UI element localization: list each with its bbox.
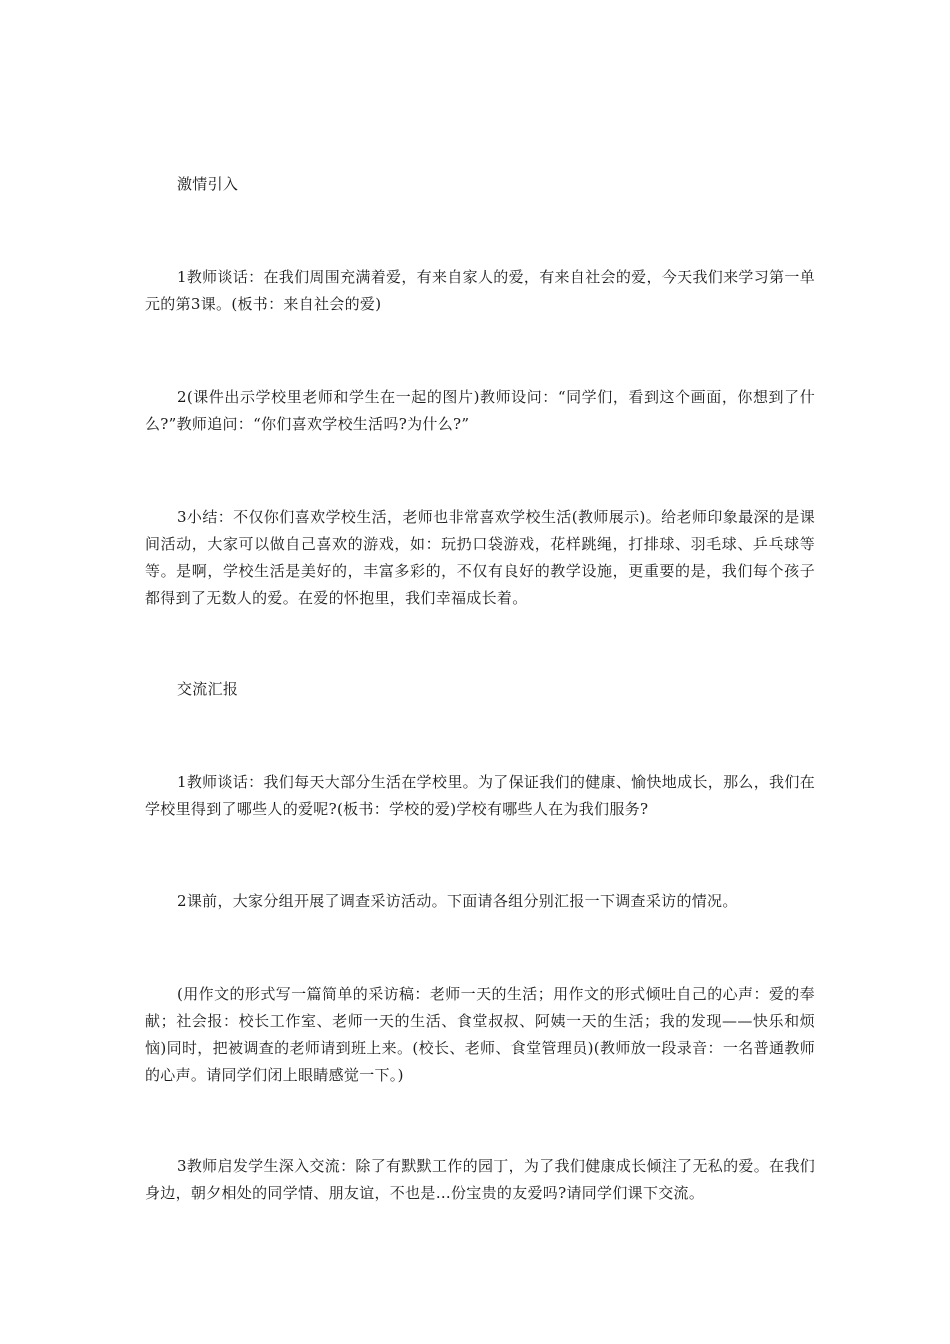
document-page [145, 0, 815, 1344]
paragraph-report-1: 1教师谈话：我们每天大部分生活在学校里。为了保证我们的健康、愉快地成长，那么，我们在学校里得到了哪些人的爱呢?(板书：学校的爱)学校有哪些人在为我们服务? [145, 773, 815, 818]
paragraph-intro-3: 3小结：不仅你们喜欢学校生活，老师也非常喜欢学校生活(教师展示)。给老师印象最深的是课间活动，大家可以做自己喜欢的游戏，如：玩扔口袋游戏，花样跳绳，打排球、羽毛球、乒乓球等等。是啊，学校生活是美好的，丰富多彩的，不仅有良好的教学设施，更重要的是，我们每个孩子都得到了无数人的爱。在爱的怀抱里，我们幸福成长着。 [145, 508, 815, 607]
paragraph-intro-1: 1教师谈话：在我们周围充满着爱，有来自家人的爱，有来自社会的爱，今天我们来学习第一单元的第3课。(板书：来自社会的爱) [145, 268, 815, 313]
paragraph-report-2: 2课前，大家分组开展了调查采访活动。下面请各组分别汇报一下调查采访的情况。 [177, 892, 738, 910]
paragraph-report-3: (用作文的形式写一篇简单的采访稿：老师一天的生活；用作文的形式倾吐自己的心声：爱的奉献；社会报：校长工作室、老师一天的生活、食堂叔叔、阿姨一天的生活；我的发现——快乐和烦恼)同时，把被调查的老师请到班上来。(校长、老师、食堂管理员)(教师放一段录音：一名普通教师的心声。请同学们闭上眼睛感觉一下。) [145, 985, 815, 1084]
section-heading-report: 交流汇报 [177, 680, 239, 698]
paragraph-intro-2: 2(课件出示学校里老师和学生在一起的图片)教师设问：“同学们，看到这个画面，你想到了什么?”教师追问：“你们喜欢学校生活吗?为什么?” [145, 388, 815, 433]
paragraph-report-4: 3教师启发学生深入交流：除了有默默工作的园丁，为了我们健康成长倾注了无私的爱。在我们身边，朝夕相处的同学情、朋友谊，不也是…份宝贵的友爱吗?请同学们课下交流。 [145, 1157, 815, 1202]
section-heading-intro: 激情引入 [177, 175, 239, 193]
